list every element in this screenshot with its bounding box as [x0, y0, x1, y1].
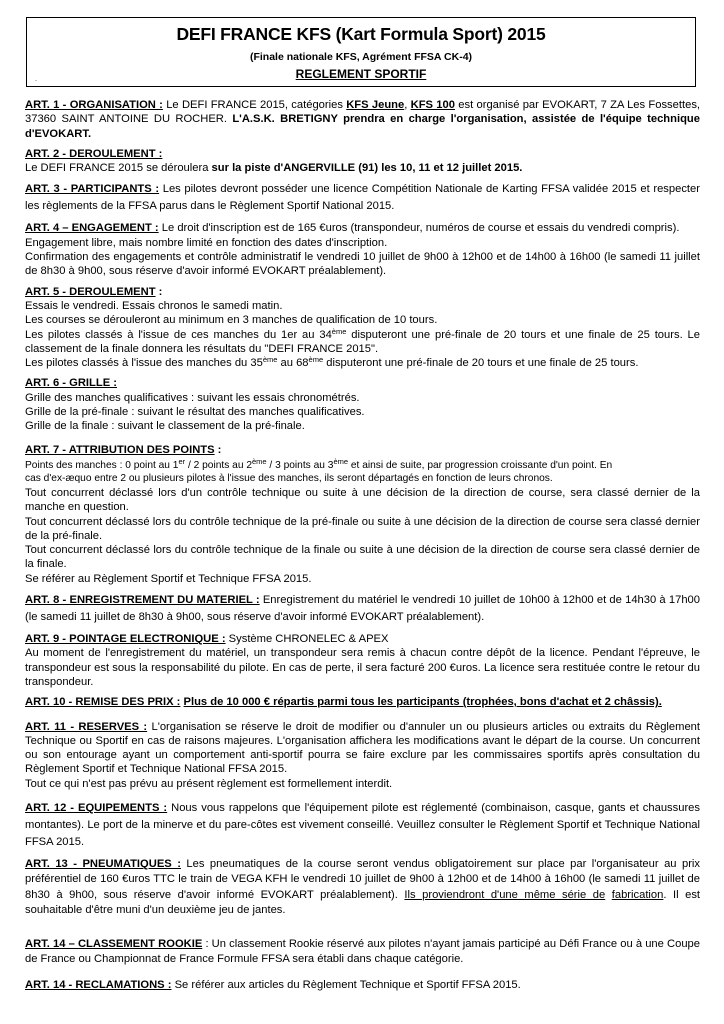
article-4-line-3: Confirmation des engagements et contrôle administratif le vendredi 10 juillet de 9h00 à 12h00 et de 14h00 à 16h00 (le samedi 11 juillet de 8h30 à 9h00, sous réserve d'avoir informé EVOKART préalablement). — [25, 251, 700, 278]
article-10 — [25, 695, 700, 709]
article-5-colon: : — [155, 285, 163, 298]
category-kfs-jeune: KFS Jeune — [346, 99, 405, 111]
article-14-rookie-text: : Un classement Rookie réservé aux pilotes n'ayant jamais participé au Défi France ou à une Coupe de France ou Championnat de France Formule FFSA sera établi dans chaque catégorie. — [25, 937, 700, 966]
article-7-label: ART. 7 - ATTRIBUTION DES POINTS — [25, 443, 215, 456]
article-3 — [25, 181, 700, 215]
article-3-text: Les pilotes devront posséder une licence Compétition Nationale de Karting FFSA validée 2015 et respecter les règlements de la FFSA parus dans le Règlement Sportif National 2015. — [25, 183, 700, 213]
article-2-text: Le DEFI FRANCE 2015 se déroulera — [25, 162, 212, 175]
article-11-text: L'organisation se réserve le droit de modifier ou d'annuler un ou plusieurs articles ou extraits du Règlement Technique ou Sportif en cas de raisons majeures. L'organisation affichera les modifications avant le départ de la course. Un concurrent ou son entourage ayant un comportement anti-sportif pourra se faire exclure par les commissaires sportifs après consultation du Règlement Sportif et Technique National FFSA 2015. — [25, 720, 700, 776]
article-1-label: ART. 1 - ORGANISATION : — [25, 99, 163, 111]
article-5-label: ART. 5 - DEROULEMENT — [25, 285, 156, 298]
article-4-line-2: Engagement libre, mais nombre limité en fonction des dates d'inscription. — [25, 236, 388, 249]
document-subtitle: (Finale nationale KFS, Agrément FFSA CK-4) — [249, 51, 473, 63]
article-8-label: ART. 8 - ENREGISTREMENT DU MATERIEL : — [25, 594, 260, 607]
article-2 — [25, 147, 700, 176]
article-2-label: ART. 2 - DEROULEMENT : — [25, 147, 163, 160]
article-11-line-2: Tout ce qui n'est pas prévu au présent règlement est formellement interdit. — [25, 777, 393, 790]
article-14-rookie — [25, 937, 700, 968]
article-12 — [25, 800, 700, 851]
article-14-reclamations-text: Se référer aux articles du Règlement Technique et Sportif FFSA 2015. — [171, 978, 521, 991]
category-kfs-100: KFS 100 — [410, 99, 455, 111]
article-13-label: ART. 13 - PNEUMATIQUES : — [25, 857, 181, 870]
article-5-line-4c: disputeront une pré-finale de 20 tours et une finale de 25 tours. — [323, 357, 639, 370]
article-5-line-3: Les pilotes classés à l'issue de ces manches du 1er au 34 — [25, 328, 332, 341]
article-2-bold: sur la piste d'ANGERVILLE (91) les 10, 11 et 12 juillet 2015. — [211, 162, 523, 175]
article-7-line-4: Tout concurrent déclassé lors du contrôle technique de la pré-finale ou suite à une décision de la direction de course sera classé dernier de la pré-finale. — [25, 515, 700, 542]
header-box — [26, 17, 696, 87]
article-5-line-2: Les courses se dérouleront au minimum en 3 manches de qualification de 10 tours. — [25, 314, 438, 327]
article-10-label: ART. 10 - REMISE DES PRIX : — [25, 696, 181, 709]
article-6-line-1: Grille des manches qualificatives : suivant les essais chronométrés. — [25, 391, 360, 404]
article-11 — [25, 720, 700, 791]
article-1-sep: , — [404, 99, 411, 111]
article-5-line-3b: disputeront une pré-finale de 20 tours et une finale de 25 tours. Le classement de la finale donnera les résultats du "DEFI FRANCE 2015". — [25, 328, 700, 355]
article-6-line-3: Grille de la finale : suivant le classement de la pré-finale. — [25, 420, 305, 433]
article-14-reclamations-label: ART. 14 - RECLAMATIONS : — [25, 978, 172, 991]
section-title: REGLEMENT SPORTIF — [295, 67, 427, 81]
article-6-line-2: Grille de la pré-finale : suivant le résultat des manches qualificatives. — [25, 406, 365, 419]
article-7-points-c: / 3 points au 3 — [266, 459, 334, 471]
article-12-label: ART. 12 - EQUIPEMENTS : — [25, 801, 168, 814]
article-1 — [25, 98, 700, 141]
article-9-system: Système CHRONELEC & APEX — [225, 633, 389, 646]
article-5 — [25, 285, 700, 371]
article-5-line-4b: au 68 — [277, 357, 309, 370]
article-4-line-1: Le droit d'inscription est de 165 €uros (transpondeur, numéros de course et essais du vendredi compris). — [158, 222, 680, 235]
article-13-underline-2: fabrication — [611, 888, 664, 901]
ordinal-sup: ème — [262, 355, 278, 365]
article-7-colon: : — [214, 443, 222, 456]
ordinal-sup: ème — [252, 456, 267, 466]
article-11-label: ART. 11 - RESERVES : — [25, 720, 148, 733]
article-13-underline: Ils proviendront d'une même série de — [404, 888, 606, 901]
article-13-text-2: . Il est souhaitable d'être muni d'un deuxième jeu de jantes. — [25, 888, 701, 917]
article-7-line-6: Se référer au Règlement Sportif et Technique FFSA 2015. — [25, 572, 312, 585]
article-7 — [25, 443, 700, 586]
article-14-rookie-label: ART. 14 – CLASSEMENT ROOKIE — [25, 937, 203, 950]
article-7-line-3: Tout concurrent déclassé lors d'un contrôle technique ou suite à une décision de la direction de course, sera classé dernier de la manche en question. — [25, 486, 700, 514]
article-4-label: ART. 4 – ENGAGEMENT : — [25, 222, 159, 235]
article-4 — [25, 221, 700, 278]
article-9-text: Au moment de l'enregistrement du matériel, un transpondeur sera remis à chacun contre dépôt de la licence. Pendant l'épreuve, le transpondeur est sous la responsabilité du pilote. En cas de perte, il sera facturé 200 €uros. La licence sera restituée contre le retour du transpondeur. — [25, 647, 700, 688]
header-mark: . — [35, 76, 37, 83]
article-5-line-1: Essais le vendredi. Essais chronos le samedi matin. — [25, 299, 283, 312]
article-6-label: ART. 6 - GRILLE : — [25, 377, 117, 390]
article-7-tie: cas d'ex-æquo entre 2 ou plusieurs pilotes à l'issue des manches, ils seront départagés en fonction de leurs chronos. — [25, 473, 553, 485]
article-7-line-5: Tout concurrent déclassé lors du contrôle technique de la finale ou suite à une décision de la direction de course sera classé dernier de la finale. — [25, 544, 700, 571]
article-13-text: Les pneumatiques de la course seront vendus obligatoirement sur place par l'organisateur au prix préférentiel de 160 €uros TTC le train de VEGA KFH le vendredi 10 juillet de 9h00 à 12h00 et de 14h00 à 16h00 (le samedi 11 juillet de 8h30 à 9h00, sous réserve d'avoir informé EVOKART préalablement). — [25, 857, 701, 901]
article-12-text: Nous vous rappelons que l'équipement pilote est réglementé (combinaison, casque, gants et chaussures montantes). Le port de la minerve et du pare-côtes est vivement conseillé. Veuillez consulter le Règlement Sportif et Technique National FFSA 2015. — [25, 801, 700, 848]
article-10-prizes: Plus de 10 000 € répartis parmi tous les participants (trophées, bons d'achat et 2 châssis). — [183, 696, 662, 709]
article-3-label: ART. 3 - PARTICIPANTS : — [25, 183, 160, 196]
article-7-points-b: / 2 points au 2 — [185, 459, 252, 471]
article-1-text: Le DEFI FRANCE 2015, catégories — [162, 99, 347, 111]
article-13 — [25, 857, 700, 919]
ordinal-sup: ème — [308, 355, 324, 365]
article-7-points: Points des manches : 0 point au 1 — [25, 459, 179, 471]
article-1-text-2: est organisé par EVOKART, 7 ZA Les Fossettes, 37360 SAINT ANTOINE DU ROCHER. — [25, 99, 701, 126]
article-6 — [25, 376, 700, 433]
document-title: DEFI FRANCE KFS (Kart Formula Sport) 2015 — [176, 24, 546, 44]
article-1-bold: L'A.S.K. BRETIGNY prendra en charge l'organisation, assistée de l'équipe technique d'EVOKART. — [25, 113, 700, 140]
article-8 — [25, 592, 700, 626]
article-7-points-d: et ainsi de suite, par progression croissante d'un point. En — [348, 459, 613, 471]
ordinal-sup: er — [178, 456, 186, 466]
article-5-line-4: Les pilotes classés à l'issue des manches du 35 — [25, 357, 263, 370]
ordinal-sup: ème — [333, 456, 349, 466]
ordinal-sup: ème — [331, 326, 347, 336]
article-9-label: ART. 9 - POINTAGE ELECTRONIQUE : — [25, 633, 226, 646]
rules-content — [25, 98, 700, 998]
article-8-text: Enregistrement du matériel le vendredi 10 juillet de 10h00 à 12h00 et de 14h30 à 17h00 (le samedi 11 juillet de 8h30 à 9h00, sous réserve d'avoir informé EVOKART préalablement). — [25, 594, 700, 624]
article-9 — [25, 632, 700, 689]
article-14-reclamations — [25, 978, 700, 992]
